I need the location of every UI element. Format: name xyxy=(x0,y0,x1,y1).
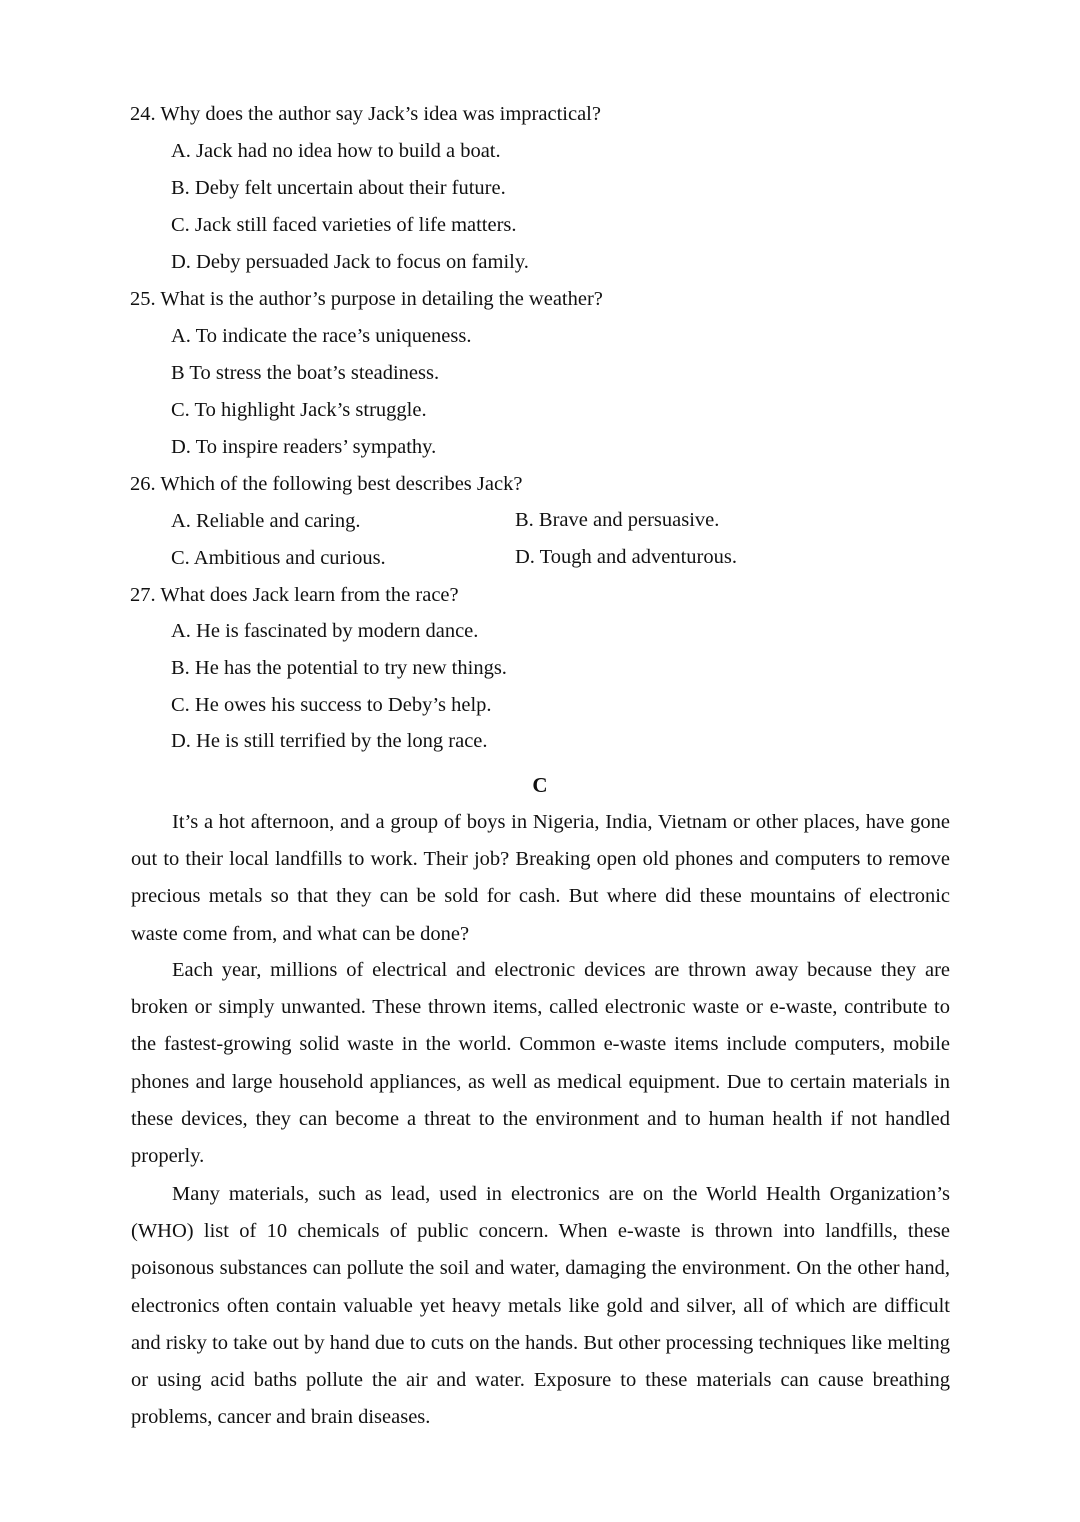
question-25-option-a: A. To indicate the race’s uniqueness. xyxy=(171,325,472,347)
question-25-option-c: C. To highlight Jack’s struggle. xyxy=(171,399,427,421)
passage-paragraph-1: It’s a hot afternoon, and a group of boys in Nigeria, India, Vietnam or other places, have gone out to their local landfills to work. Their job? Breaking open old phones and computers to remove precious metals so that they can be sold for cash. But where did these mountains of electronic waste come from, and what can be done? xyxy=(131,811,950,945)
question-25-option-d: D. To inspire readers’ sympathy. xyxy=(171,436,437,458)
question-26-stem: 26. Which of the following best describes Jack? xyxy=(130,473,523,495)
question-26-option-b: B. Brave and persuasive. xyxy=(515,509,720,531)
section-c-heading: C xyxy=(532,773,548,797)
question-27-option-c: C. He owes his success to Deby’s help. xyxy=(171,694,492,716)
question-27-stem: 27. What does Jack learn from the race? xyxy=(130,584,459,606)
question-24-option-b: B. Deby felt uncertain about their future. xyxy=(171,177,506,199)
question-26-option-a: A. Reliable and caring. xyxy=(171,510,361,532)
question-26-option-d: D. Tough and adventurous. xyxy=(515,546,737,568)
question-26-option-c: C. Ambitious and curious. xyxy=(171,547,386,569)
passage-paragraph-2: Each year, millions of electrical and electronic devices are thrown away because they are broken or simply unwanted. These thrown items, called electronic waste or e-waste, contribute to the fastest-growing solid waste in the world. Common e-waste items include computers, mobile phones and large household appliances, as well as medical equipment. Due to certain materials in these devices, they can become a threat to the environment and to human health if not handled properly. xyxy=(131,959,950,1168)
question-27-option-b: B. He has the potential to try new things. xyxy=(171,657,507,679)
question-24-stem: 24. Why does the author say Jack’s idea was impractical? xyxy=(130,103,601,125)
question-24-option-a: A. Jack had no idea how to build a boat. xyxy=(171,140,501,162)
question-27-option-a: A. He is fascinated by modern dance. xyxy=(171,620,479,642)
question-25-stem: 25. What is the author’s purpose in detailing the weather? xyxy=(130,288,603,310)
question-27-option-d: D. He is still terrified by the long race. xyxy=(171,730,488,752)
passage-paragraph-3: Many materials, such as lead, used in electronics are on the World Health Organization’s (WHO) list of 10 chemicals of public concern. When e-waste is thrown into landfills, these poisonous substances can pollute the soil and water, damaging the environment. On the other hand, electronics often contain valuable yet heavy metals like gold and silver, all of which are difficult and risky to take out by hand due to cuts on the hands. But other processing techniques like melting or using acid baths pollute the air and water. Exposure to these materials can cause breathing problems, cancer and brain diseases. xyxy=(131,1183,950,1429)
question-25-option-b: B To stress the boat’s steadiness. xyxy=(171,362,440,384)
question-24-option-d: D. Deby persuaded Jack to focus on family. xyxy=(171,251,529,273)
question-24-option-c: C. Jack still faced varieties of life matters. xyxy=(171,214,517,236)
